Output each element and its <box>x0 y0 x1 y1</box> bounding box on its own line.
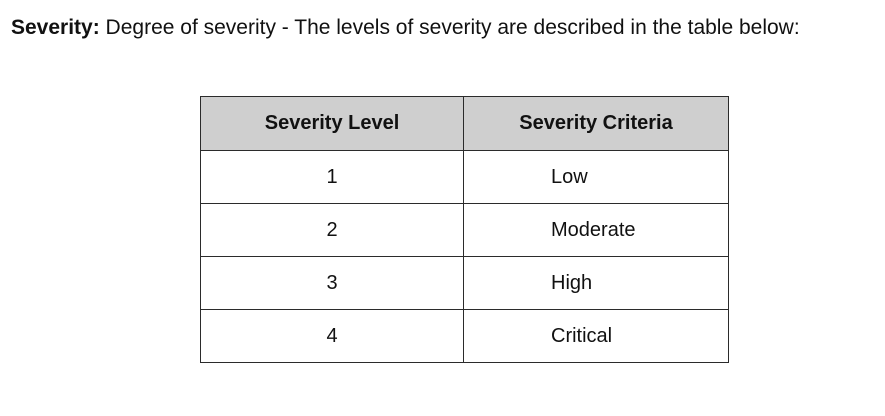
severity-level-cell: 3 <box>201 257 464 310</box>
table-header-row <box>201 97 729 151</box>
table-row <box>201 204 729 257</box>
intro-paragraph <box>11 14 800 42</box>
severity-level-cell: 4 <box>201 310 464 363</box>
severity-level-cell: 2 <box>201 204 464 257</box>
severity-criteria-cell: Low <box>464 151 729 204</box>
severity-criteria-cell: High <box>464 257 729 310</box>
table-row <box>201 310 729 363</box>
severity-table <box>200 96 729 363</box>
severity-label: Severity: <box>11 16 100 39</box>
table-row <box>201 257 729 310</box>
severity-level-cell: 1 <box>201 151 464 204</box>
header-severity-criteria: Severity Criteria <box>464 97 729 151</box>
table-row <box>201 151 729 204</box>
severity-description: Degree of severity - The levels of severity are described in the table below: <box>99 16 800 39</box>
severity-criteria-cell: Critical <box>464 310 729 363</box>
severity-criteria-cell: Moderate <box>464 204 729 257</box>
header-severity-level: Severity Level <box>201 97 464 151</box>
